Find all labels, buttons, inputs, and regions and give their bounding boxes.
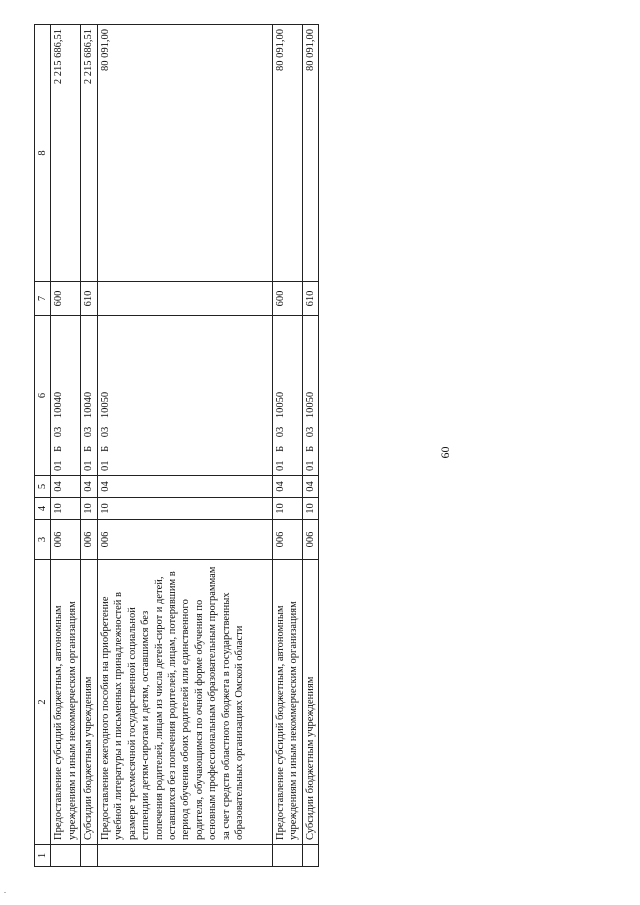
expense-type-cell: 610 xyxy=(302,282,318,316)
amount-cell: 80 091,00 xyxy=(272,25,302,282)
table-row xyxy=(97,25,272,867)
header-cell: 3 xyxy=(35,520,51,560)
page-number: 60 xyxy=(438,446,452,459)
section-code-cell: 10 xyxy=(81,498,97,520)
subsection-code-cell: 04 xyxy=(51,476,81,498)
header-cell: 5 xyxy=(35,476,51,498)
row-index-cell xyxy=(302,845,318,867)
ministry-code-cell: 006 xyxy=(302,520,318,560)
table-header-row xyxy=(35,25,51,867)
row-index-cell xyxy=(51,845,81,867)
expense-type-cell: 600 xyxy=(272,282,302,316)
subsection-code-cell: 04 xyxy=(302,476,318,498)
section-code-cell: 10 xyxy=(272,498,302,520)
header-cell: 2 xyxy=(35,560,51,845)
amount-cell: 80 091,00 xyxy=(97,25,272,282)
budget-table xyxy=(34,24,319,867)
target-article-cell: 01 Б 03 10050 xyxy=(272,316,302,476)
section-code-cell: 10 xyxy=(302,498,318,520)
row-index-cell xyxy=(81,845,97,867)
header-cell: 7 xyxy=(35,282,51,316)
scan-speck: . xyxy=(4,886,6,895)
ministry-code-cell: 006 xyxy=(81,520,97,560)
amount-cell: 2 215 686,51 xyxy=(51,25,81,282)
expense-type-cell: 610 xyxy=(81,282,97,316)
subsection-code-cell: 04 xyxy=(97,476,272,498)
expense-type-cell xyxy=(97,282,272,316)
row-name-cell: Субсидии бюджетным учреждениям xyxy=(81,560,97,845)
target-article-cell: 01 Б 03 10050 xyxy=(302,316,318,476)
target-article-cell: 01 Б 03 10050 xyxy=(97,316,272,476)
row-name-cell: Предоставление субсидий бюджетным, автономным учреждениям и иным некоммерческим организациям xyxy=(272,560,302,845)
row-name-cell: Субсидии бюджетным учреждениям xyxy=(302,560,318,845)
ministry-code-cell: 006 xyxy=(272,520,302,560)
row-name-cell: Предоставление ежегодного пособия на приобретение учебной литературы и письменных принадлежностей в размере трехмесячной государственной социальной стипендии детям-сиротам и детям, оставшимся без попечения родителей, лицам из числа детей-сирот и детей, оставшихся без попечения родителей, лицам, потерявшим в период обучения обоих родителей или единственного родителя, обучающимся по очной форме обучения по основным профессиональным образовательным программам за счет средств областного бюджета в государственных образовательных организациях Омской области xyxy=(97,560,272,845)
row-index-cell xyxy=(272,845,302,867)
section-code-cell: 10 xyxy=(51,498,81,520)
ministry-code-cell: 006 xyxy=(51,520,81,560)
ministry-code-cell: 006 xyxy=(97,520,272,560)
subsection-code-cell: 04 xyxy=(81,476,97,498)
table-row xyxy=(272,25,302,867)
subsection-code-cell: 04 xyxy=(272,476,302,498)
table-row xyxy=(302,25,318,867)
header-cell: 4 xyxy=(35,498,51,520)
header-cell: 1 xyxy=(35,845,51,867)
row-index-cell xyxy=(97,845,272,867)
amount-cell: 80 091,00 xyxy=(302,25,318,282)
row-name-cell: Предоставление субсидий бюджетным, автономным учреждениям и иным некоммерческим организациям xyxy=(51,560,81,845)
section-code-cell: 10 xyxy=(97,498,272,520)
header-cell: 8 xyxy=(35,25,51,282)
expense-type-cell: 600 xyxy=(51,282,81,316)
header-cell: 6 xyxy=(35,316,51,476)
target-article-cell: 01 Б 03 10040 xyxy=(51,316,81,476)
amount-cell: 2 215 686,51 xyxy=(81,25,97,282)
table-row xyxy=(81,25,97,867)
table-row xyxy=(51,25,81,867)
target-article-cell: 01 Б 03 10040 xyxy=(81,316,97,476)
